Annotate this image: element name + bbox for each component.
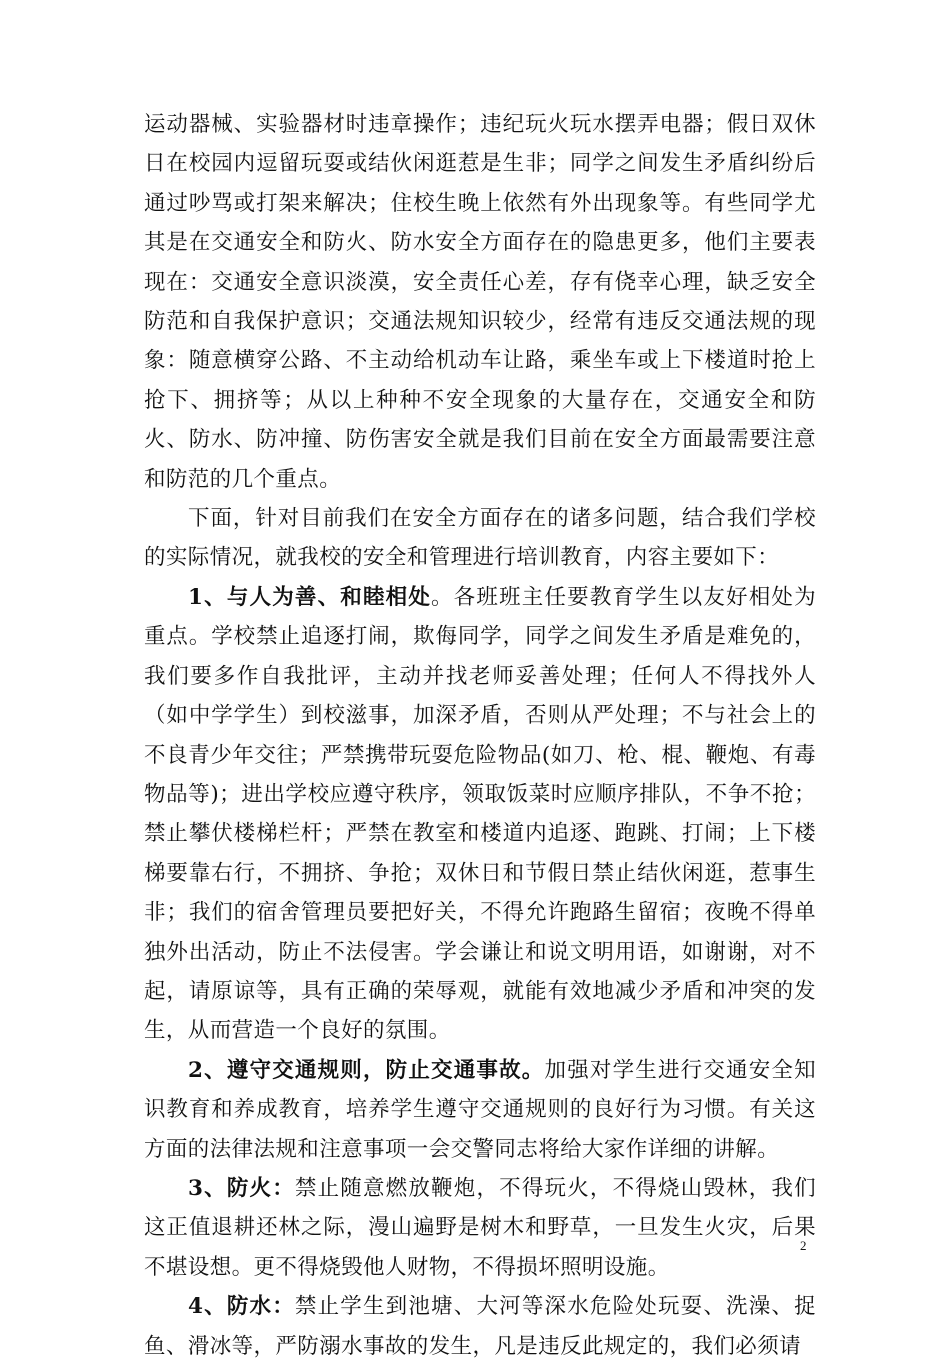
paragraph-text: 加强对学生进行交通安全知识教育和养成教育，培养学生遵守交通规则的良好行为习惯。有关这方面的法律法规和注意事项一会交警同志将给大家作详细的讲解。 <box>144 1057 816 1162</box>
paragraph-text: 禁止学生到池塘、大河等深水危险处玩耍、洗澡、捉鱼、滑冰等，严防溺水事故的发生，凡是违反此规定的，我们必须请 <box>144 1294 817 1359</box>
paragraph-item-4 <box>144 1287 816 1366</box>
item-heading: 1、与人为善、和睦相处 <box>188 584 432 610</box>
paragraph-item-2 <box>144 1051 816 1169</box>
item-heading: 4、防水： <box>188 1294 295 1320</box>
paragraph-continuation <box>144 105 816 499</box>
paragraph-text: 禁止随意燃放鞭炮，不得玩火，不得烧山毁林，我们这正值退耕还林之际，漫山遍野是树木和野草，一旦发生火灾，后果不堪设想。更不得烧毁他人财物，不得损坏照明设施。 <box>144 1175 817 1280</box>
paragraph-text: 。各班班主任要教育学生以友好相处为重点。学校禁止追逐打闹，欺侮同学，同学之间发生矛盾是难免的，我们要多作自我批评，主动并找老师妥善处理；任何人不得找外人（如中学学生）到校滋事，加深矛盾，否则从严处理；不与社会上的不良青少年交往；严禁携带玩耍危险物品(如刀、枪、棍、鞭炮、有毒物品等)；进出学校应遵守秩序，领取饭菜时应顺序排队，不争不抢；禁止攀伏楼梯栏杆；严禁在教室和楼道内追逐、跑跳、打闹；上下楼梯要靠右行，不拥挤、争抢；双休日和节假日禁止结伙闲逛，惹事生非；我们的宿舍管理员要把好关，不得允许跑路生留宿；夜晚不得单独外出活动，防止不法侵害。学会谦让和说文明用语，如谢谢，对不起，请原谅等，具有正确的荣辱观，就能有效地减少矛盾和冲突的发生，从而营造一个良好的氛围。 <box>144 584 816 1044</box>
item-heading: 2、遵守交通规则，防止交通事故。 <box>188 1057 545 1083</box>
paragraph-text: 下面，针对目前我们在安全方面存在的诸多问题，结合我们学校的实际情况，就我校的安全和管理进行培训教育，内容主要如下： <box>144 506 816 571</box>
paragraph-item-1 <box>144 578 816 1051</box>
page-number: 2 <box>800 1238 807 1253</box>
paragraph-text: 运动器械、实验器材时违章操作；违纪玩火玩水摆弄电器；假日双休日在校园内逗留玩耍或结伙闲逛惹是生非；同学之间发生矛盾纠纷后通过吵骂或打架来解决；住校生晚上依然有外出现象等。有些同学尤其是在交通安全和防火、防水安全方面存在的隐患更多，他们主要表现在：交通安全意识淡漠，安全责任心差，存有侥幸心理，缺乏安全防范和自我保护意识；交通法规知识较少，经常有违反交通法规的现象：随意横穿公路、不主动给机动车让路，乘坐车或上下楼道时抢上抢下、拥挤等；从以上种种不安全现象的大量存在，交通安全和防火、防水、防冲撞、防伤害安全就是我们目前在安全方面最需要注意和防范的几个重点。 <box>144 112 816 492</box>
item-heading: 3、防火： <box>188 1175 295 1201</box>
paragraph-intro <box>144 499 816 578</box>
paragraph-item-3 <box>144 1169 816 1287</box>
body-text <box>144 105 816 1366</box>
